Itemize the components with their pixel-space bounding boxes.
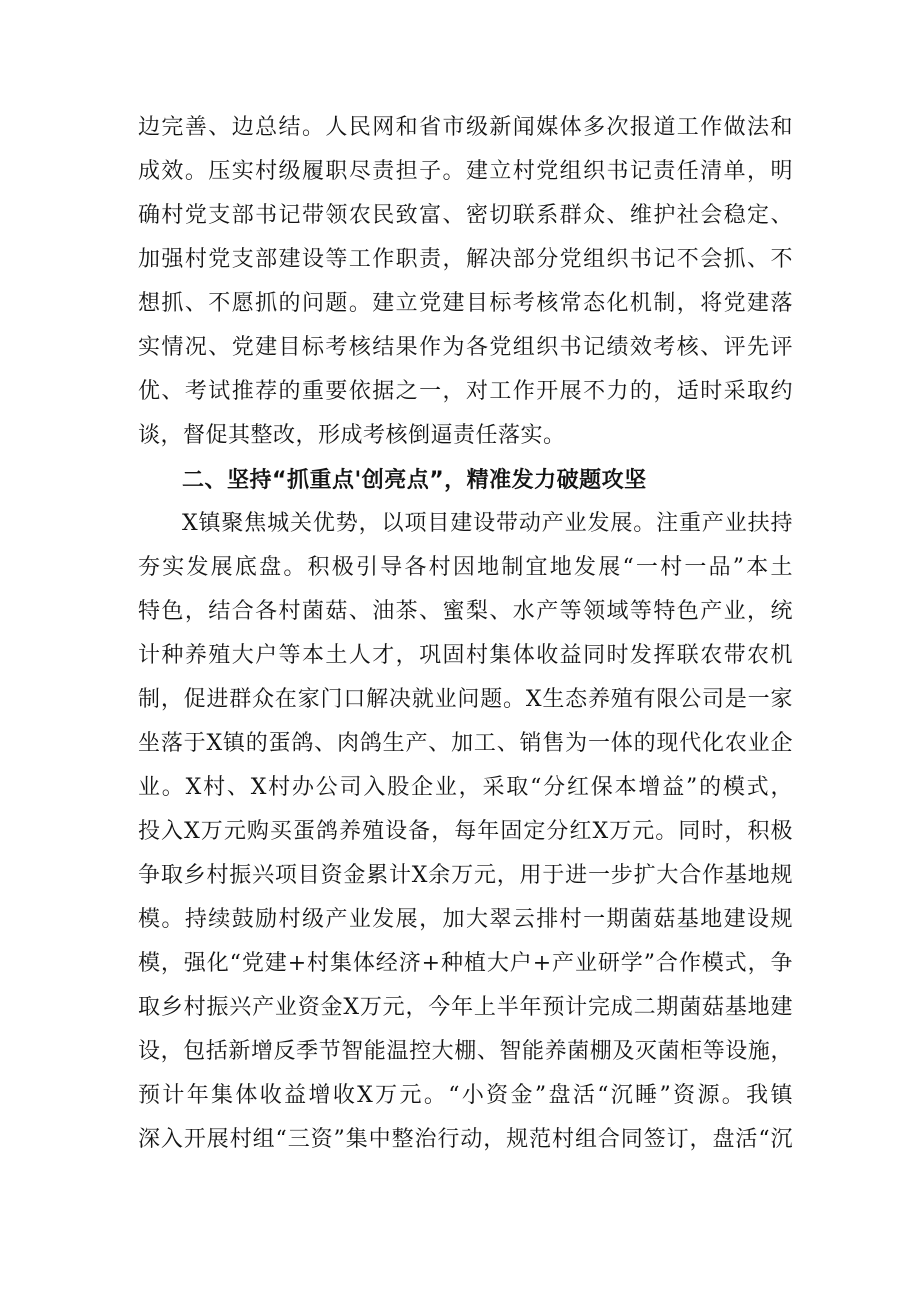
- text-line: 预计年集体收益增收X万元。“小资金”盘活“沉睡”资源。我镇: [138, 1083, 793, 1108]
- text-line: 制，促进群众在家门口解决就业问题。X生态养殖有限公司是一家: [138, 687, 793, 712]
- text-line: X镇聚焦城关优势，以项目建设带动产业发展。注重产业扶持: [182, 511, 793, 536]
- text-line: 想抓、不愿抓的问题。建立党建目标考核常态化机制，将党建落: [138, 291, 793, 316]
- text-line: 深入开展村组“三资”集中整治行动，规范村组合同签订，盘活“沉: [138, 1127, 793, 1152]
- text-line: 加强村党支部建设等工作职责，解决部分党组织书记不会抓、不: [138, 247, 793, 272]
- text-line: 边完善、边总结。人民网和省市级新闻媒体多次报道工作做法和: [138, 115, 793, 140]
- text-line: 成效。压实村级履职尽责担子。建立村党组织书记责任清单，明: [138, 159, 793, 184]
- text-line: 夯实发展底盘。积极引导各村因地制宜地发展“一村一品”本土: [138, 555, 793, 580]
- text-line: 设，包括新增反季节智能温控大棚、智能养菌棚及灭菌柜等设施，: [138, 1039, 793, 1064]
- text-line: 模。持续鼓励村级产业发展，加大翠云排村一期菌菇基地建设规: [138, 907, 793, 932]
- text-line: 模，强化“党建+村集体经济+种植大户+产业研学”合作模式，争: [138, 951, 793, 976]
- text-line: 实情况、党建目标考核结果作为各党组织书记绩效考核、评先评: [138, 335, 793, 360]
- text-line: 优、考试推荐的重要依据之一，对工作开展不力的，适时采取约: [138, 379, 793, 404]
- text-line: 计种养殖大户等本土人才，巩固村集体收益同时发挥联农带农机: [138, 643, 793, 668]
- text-line: 谈，督促其整改，形成考核倒逼责任落实。: [138, 423, 566, 448]
- section-heading: 二、坚持“抓重点'创亮点”，精准发力破题攻坚: [182, 468, 647, 493]
- text-line: 投入X万元购买蛋鸽养殖设备，每年固定分红X万元。同时，积极: [138, 819, 793, 844]
- text-line: 确村党支部书记带领农民致富、密切联系群众、维护社会稳定、: [138, 203, 793, 228]
- text-line: 业。X村、X村办公司入股企业，采取“分红保本增益”的模式，: [138, 775, 793, 800]
- text-line: 取乡村振兴产业资金X万元，今年上半年预计完成二期菌菇基地建: [138, 995, 793, 1020]
- text-line: 特色，结合各村菌菇、油茶、蜜梨、水产等领域等特色产业，统: [138, 599, 793, 624]
- text-line: 坐落于X镇的蛋鸽、肉鸽生产、加工、销售为一体的现代化农业企: [138, 731, 793, 756]
- text-line: 争取乡村振兴项目资金累计X余万元，用于进一步扩大合作基地规: [138, 863, 793, 888]
